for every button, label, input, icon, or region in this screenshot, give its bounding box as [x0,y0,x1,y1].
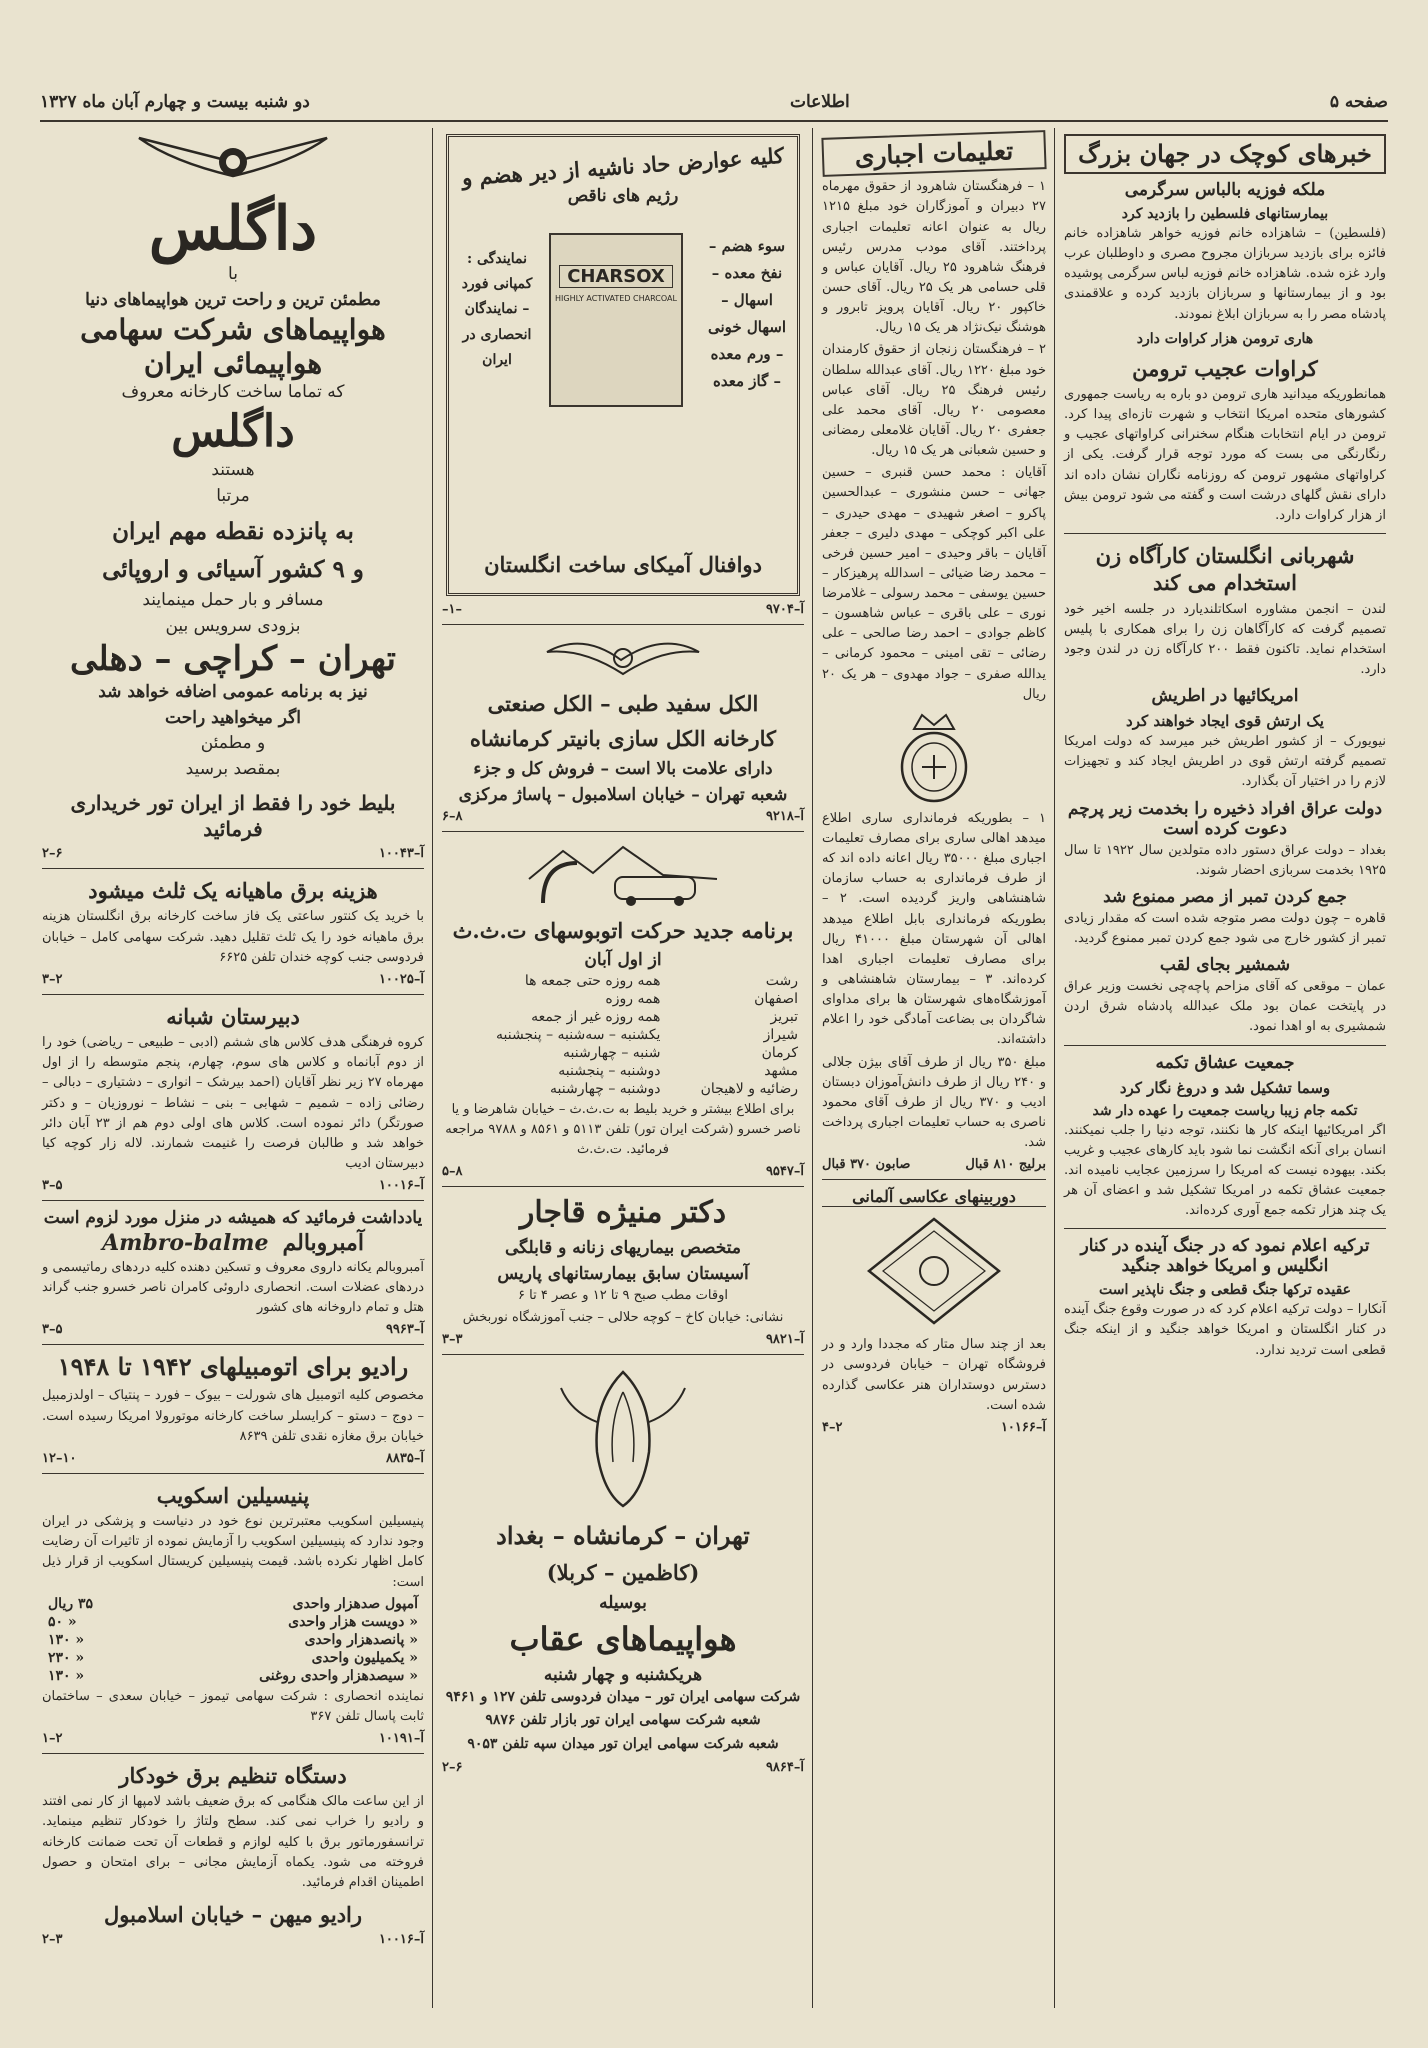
product-cell: « دویست هزار واحدی [288,1613,418,1630]
time-cell: دوشنبه – پنجشنبه [558,1062,661,1079]
time-cell: دوشنبه – چهارشنبه [550,1080,661,1097]
education-names: آقایان : محمد حسن قنبری – حسین جهانی – حسن منشوری – عبدالحسین پاکرو – اصغر شهیدی – مهدی حیدری – علی اکبر کوچکی – مهدی دلیری – جعفر آقایان – باقر وحیدی – امیر حسین فرخی – محمد رضا ضیائی – اسدالله پرهیزکار – حسین یوسفی – محمد رسولی – غلامرضا نوری – علی باقری – عباس شاهسون – کاظم جوادی – احمد رضا صالحی – علی رضائی – تقی امینی – محمود کرمانی – یدالله صفری – جواد مهدوی – هر یک ۲۰ ریال [822,465,1046,702]
column-rule [1054,128,1055,2008]
doctor-hours: اوقات مطب صبح ۹ تا ۱۲ و عصر ۴ تا ۶ [518,1287,728,1303]
ad-code-left: آ–۹۵۴۷ [765,1164,804,1180]
bus-title: برنامه جدید حرکت اتوبوسهای ت.ث.ث [452,917,794,943]
page-number: صفحه ۵ [1329,92,1388,112]
news-headline: ترکیه اعلام نمود که در جنگ آینده در کنار انگلیس و امریکا خواهد جنگید [1080,1236,1370,1277]
time-cell: همه روزه حتی جمعه ها [524,972,661,989]
price-cell: « ۲۳۰ [48,1649,85,1666]
education-title: تعلیمات اجباری [821,130,1046,177]
night-school-title: دبیرستان شبانه [166,1003,300,1029]
education-body: ۱ – بطوریکه فرمانداری ساری اطلاع میدهد اهالی ساری برای مصارف تعلیمات اجباری مبلغ ۳۵۰۰۰ ریال اعانه داده اند که از طرف فرمانداری به حساب سازمان شاهنشاهی واریز گردیده است. ۲ – بطوریکه فرمانداری بابل اطلاع میدهد اهالی آن شهرستان مبلغ ۴۱۰۰۰ ریال برای مصارف تعلیمات اجباری اهدا کرده‌اند. ۳ – بیمارستان شاهنشاهی و آموزشگاه‌های شهرستان ها برای مداوای شاگردان بی بضاعت آمادگی خود را اعلام داشته‌اند. [822,810,1047,1048]
table-row [442,990,804,1008]
news-body: قاهره – چون دولت مصر متوجه شده است که مقدار زیادی تمبر از کشور خارج می شود جمع کردن تمبر ممنوع گردید. [1064,910,1386,946]
ad-code [442,602,804,617]
table-row [442,972,804,990]
ad-code-right: ۲–۱ [42,1731,63,1747]
charsox-subheadline: رژیم های ناقص [567,186,679,207]
ad-code [42,1451,424,1466]
divider [42,1753,424,1754]
page-header [40,84,1388,122]
car-radio-body: مخصوص کلیه اتومبیل های شورلت – بیوک – فورد – پنتیاک – اولدزمبیل – دوج – دستو – کرایسلر ساخت کارخانه موتورولا امریکا رسیده است. خیابان برق مغازه نقدی تلفن ۸۶۳۹ [42,1388,424,1444]
charsox-symptoms: سوء هضم – نفخ معده – اسهال – اسهال خونی – ورم معده – گاز معده [707,237,787,390]
charsox-brand-sub: HIGHLY ACTIVATED CHARCOAL [555,294,677,303]
ad-code-right: ۶–۲ [442,1759,463,1775]
douglas-line: که تماما ساخت کارخانه معروف [121,382,345,403]
douglas-line: و مطمئن [200,733,266,754]
penicillin-body: پنیسیلین اسکویب معتبرترین نوع خود در دنیاست و پزشکی در ایران وجود ندارد که پنیسیلین اسکویب را آزمایش نموده از تاثیرات آن رضایت کامل اظهار نکرده باشد. قیمت پنیسیلین کریستال اسکویب از قرار ذیل است: [42,1514,424,1590]
news-subheadline: عقیده ترکها جنگ قطعی و جنگ ناپذیر است [1098,1282,1352,1299]
column-rule [812,128,813,2008]
ad-code-left: آ–۱۰۱۶۶ [1000,1419,1046,1435]
ad-code-right: ۶–۲ [42,846,63,862]
divider [1064,1045,1386,1046]
charsox-origin: دوافنال آمیکای ساخت انگلستان [484,551,762,577]
ambrobalme-body: آمبروبالم یکانه داروی معروف و تسکین دهنده کلیه دردهای رماتیسمی و دردهای عضلات است. انحصاری داروئی کامران ناصر خسرو جنب گراند هتل و تمام داروخانه های کشور [42,1260,424,1316]
douglas-brand-2: داگلس [171,405,295,457]
airline-route: تهران – کرمانشاه – بغداد [496,1521,750,1551]
ambrobalme-kicker: یادداشت فرمائید که همیشه در منزل مورد لزوم است [43,1208,423,1229]
airline-ad [442,1362,804,1756]
ambrobalme-brand-row [42,1230,424,1256]
ad-code [442,1760,804,1775]
camera-ad-title: دوربینهای عکاسی آلمانی [822,1187,1046,1207]
table-row [442,1044,804,1062]
city-cell: تبریز [770,1008,798,1025]
alcohol-title: الکل سفید طبی – الکل صنعتی [487,691,759,716]
douglas-line: نیز به برنامه عمومی اضافه خواهد شد [98,682,368,703]
ad-code [442,809,804,824]
electricity-ad-title: هزینه برق ماهیانه یک ثلث میشود [88,878,378,904]
douglas-ad [42,132,424,842]
ad-code [42,1731,424,1746]
ad-code-right: ۸–۵ [442,1164,463,1180]
ad-code-right: ۵–۳ [42,1322,63,1338]
news-kicker: هاری ترومن هزار کراوات دارد [1136,330,1314,347]
news-body: لندن – انجمن مشاوره اسکاتلندیارد در جلسه اخیر خود تصمیم گرفت که کارآگاهان زن را برای همکاری با پلیس استخدام نماید. تاکنون فقط ۲۰۰ کارآگاه زن در لندن وجود دارد. [1064,601,1386,677]
table-row [442,1080,804,1098]
news-column [1058,128,1392,2008]
news-headline: دولت عراق افراد ذخیره را بخدمت زیر پرچم دعوت کرده است [1067,798,1383,839]
electricity-ad-body: با خرید یک کنتور ساعتی یک فاز ساخت کارخانه برق انگلستان هزینه برق ماهیانه خود را یک ثلث تقلیل دهید. شرکت سهامی کامل – خیابان فردوسی جنب کوچه خندان تلفن ۶۶۲۵ [42,909,424,965]
time-cell: شنبه – چهارشنبه [563,1044,661,1061]
divider [42,1200,424,1201]
table-row [42,1595,424,1613]
ad-code-left: آ–۱۰۰۲۵ [378,971,424,987]
charsox-box-illustration [549,233,683,407]
ad-code [442,1332,804,1347]
news-headline: شمشیر بجای لقب [1159,955,1291,976]
bus-subtitle: از اول آبان [584,949,662,970]
doctor-address: نشانی: خیابان کاخ – کوچه حلالی – جنب آموزشگاه نوربخش [462,1309,784,1325]
table-row [442,1008,804,1026]
penicillin-price-table [42,1595,424,1685]
news-body: نیویورک – از کشور اطریش خبر میرسد که دولت امریکا تصمیم گرفته ارتش قوی در اطریش ایجاد کند و تجهیزات لازم را در اختیار آن بگذارد. [1064,734,1386,790]
news-body: همانطوریکه میدانید هاری ترومن دو باره به ریاست جمهوری کشورهای متحده امریکا انتخاب و شهرت تازه‌ای پیدا کرد. ترومن در ایام انتخابات هنگام سخنرانی کراواتهای عجیب و رنگارنگی می بست که مورد توجه قرار گرفت. یکی از کراواتهای مشهور ترومن که روزنامه نگاران نشان داده اند دارای نقش گلهای درشت است و گفته می شود ترومن بیش از هزار کراوات دارد. [1064,387,1386,523]
news-body: بغداد – دولت عراق دستور داده متولدین سال ۱۹۲۲ تا سال ۱۹۲۵ بخدمت سربازی احضار شوند. [1064,842,1386,878]
education-body: ۱ – فرهنگستان شاهرود از حقوق مهرماه ۲۷ دبیران و آموزگاران خود مبلغ ۱۲۱۵ ریال به عنوان اعانه تعلیمات اجباری پرداختند. آقای مودب مدرس رئیس فرهنگ شاهرود ۲۵ ریال. آقایان عباس و قلی حسامی هر یک ۲۵ ریال. آقای حسن خاکپور ۲۰ ریال. آقایان پرویز تابرور و هوشنگ نیک‌نژاد هر یک ۱۵ ریال. [822,179,1047,336]
news-headline: ملکه فوزیه بالباس سرگرمی [1124,180,1326,200]
divider [42,1344,424,1345]
crown-emblem-icon [892,709,976,805]
city-cell: کرمان [761,1044,798,1061]
douglas-route: تهران – کراچی – دهلی [69,639,397,680]
ad-code-right: ۱۰–۱۲ [42,1450,77,1466]
voltage-regulator-title: دستگاه تنظیم برق خودکار [119,1763,347,1789]
ambrobalme-brand-fa: آمبروبالم [282,1230,364,1257]
car-radio-title: رادیو برای اتومبیلهای ۱۹۴۲ تا ۱۹۴۸ [57,1352,409,1382]
price-text: برلیج ۸۱۰ قبال [965,1157,1046,1173]
news-headline: جمعیت عشاق تکمه [1155,1052,1295,1073]
douglas-cta: بلیط خود را فقط از ایران تور خریداری فرمائید [70,791,396,842]
news-headline: کراوات عجیب ترومن [1132,355,1318,381]
charsox-headline: کلیه عوارض حاد ناشیه از دیر هضم و [461,142,785,191]
ad-code-right: ۵–۳ [42,1178,63,1194]
table-row [42,1649,424,1667]
eagle-logo-icon [543,632,703,682]
night-school-body: کروه فرهنگی هدف کلاس های ششم (ادبی – طبیعی – ریاضی) خود را از دوم آبانماه و کلاس های سوم، چهارم، پنجم متوسطه را از اول مهرماه ۲۷ زیر نظر آقایان (احمد بیرشک – انواری – دشتیاری – دبالی – رضائی زاده – شمیم – شهابی – بنی – نشاط – نوروزیان – و دکتر صورتگر) دائر نموده است. کلاس های اولی دوم هم از ۲۳ آبان دائر خواهد شد و طالبان فرصت را غنیمت شمارند. لاله زار کوچه کیا دبیرستان ادیب [42,1035,424,1171]
paper-name: اطلاعات [789,92,850,112]
doctor-name: دکتر منیژه قاجار [519,1195,727,1231]
ad-code-left: آ–۱۰۱۹۱ [378,1731,424,1747]
divider [822,1179,1046,1180]
ad-code-right: ۲–۴ [822,1419,843,1435]
divider [1064,1228,1386,1229]
ad-code-left: آ–۱۰۰۱۶ [378,1178,424,1194]
product-cell: آمپول صدهزار واحدی [292,1595,418,1612]
penicillin-title: پنیسیلین اسکویب [156,1482,310,1508]
issue-date: دو شنبه بیست و چهارم آبان ماه ۱۳۲۷ [40,92,310,112]
price-text: صابون ۳۷۰ قبال [822,1157,911,1173]
divider [42,868,424,869]
divider [442,1186,804,1187]
douglas-line: و ۹ کشور آسیائی و اروپائی [102,556,364,584]
ad-code-left: آ–۹۸۲۱ [765,1332,804,1348]
education-body: مبلغ ۳۵۰ ریال از طرف آقای بیژن جلالی و ۲۴۰ ریال از طرف دانش‌آموزان دبستان ادیب و ۳۷۰ ریال از طرف آقای محمود ناصری به حساب تعلیمات اجباری پرداخت شد. [822,1054,1047,1151]
divider [442,624,804,625]
table-row [442,1062,804,1080]
ad-code-right: –۱– [442,602,462,617]
charsox-agent: نمایندگی : کمپانی فورد – نمایندگان انحصاری در ایران [461,251,533,368]
douglas-line: مرتبا [216,485,250,506]
ad-code [42,1178,424,1193]
divider [42,994,424,995]
airline-by: بوسیله [599,1592,647,1613]
airline-office: شرکت سهامی ایران تور – میدان فردوسی تلفن ۱۲۷ و ۹۴۶۱ [445,1688,801,1705]
doctor-ad [442,1194,804,1328]
column-rule [432,128,433,2008]
education-body: ۲ – فرهنگستان زنجان از حقوق کارمندان خود مبلغ ۱۲۲۰ ریال. آقای عبدالله سلطان رئیس فرهنگ ۲۵ ریال. آقای عباس معصومی ۲۰ ریال. آقای محمد علی جعفری ۲۰ ریال. آقایان غلامعلی رمضانی و حسین شعبانی هر یک ۱۵ ریال. [822,342,1046,459]
charsox-brand: CHARSOX [559,265,673,288]
douglas-line: به پانزده نقطه مهم ایران [112,518,354,546]
city-cell: رضائیه و لاهیجان [700,1080,798,1097]
bus-footer: برای اطلاع بیشتر و خرید بلیط به ت.ث.ث – خیابان شاهرضا و یا ناصر خسرو (شرکت ایران تور) تلفن ۵۱۱۳ و ۸۵۶۱ و ۹۷۸۸ مراجعه فرمائید. ت.ث.ث [445,1101,801,1158]
divider [442,831,804,832]
ad-code-right: ۲–۳ [42,971,63,987]
voltage-regulator-body: از این ساعت مالک هنگامی که برق ضعیف باشد لامپها از کار نمی افتند و رادیو را خراب نمی کند. سطح ولتاژ را خودکار تنظیم مینماید. ترانسفورماتور برق با کلیه لوازم و قطعات آن تحت ضمانت کارخانه فروخته می شود. یکماه آزمایش مجانی – برای امتحان و حصول اطمینان اقدام فرمائید. [42,1794,424,1890]
ad-code [42,846,424,861]
ads-column-center [436,128,810,2008]
douglas-line: بمقصد برسید [185,758,281,779]
divider [442,1354,804,1355]
douglas-line: اگر میخواهید راحت [165,707,301,728]
penicillin-footer: نماینده انحصاری : شرکت سهامی تیموز – خیابان سعدی – ساختمان ثابت پاسال تلفن ۳۶۷ [42,1688,424,1724]
news-headline: شهربانی انگلستان کارآگاه زن استخدام می کند [1095,542,1355,596]
airline-route-sub: (کاظمین – کربلا) [546,1560,700,1586]
divider [42,1473,424,1474]
product-cell: « سیصدهزار واحدی روغنی [259,1667,418,1684]
alcohol-line: دارای علامت بالا است – فروش کل و جزء [473,758,773,779]
alcohol-factory: کارخانه الکل سازی بانیتر کرمانشاه [469,726,777,752]
news-subheadline: یک ارتش قوی ایجاد خواهند کرد [1126,712,1324,731]
camera-logo-icon [859,1211,1009,1331]
ad-code-left: آ–۹۹۶۳ [385,1322,424,1338]
charsox-ad [446,134,800,596]
ad-code-left: آ–۱۰۰۴۳ [378,846,424,862]
voltage-regulator-shop: رادیو میهن – خیابان اسلامبول [103,1902,363,1928]
douglas-line: بزودی سرویس بین [165,615,301,636]
ad-code-right: ۳–۳ [442,1332,463,1348]
ad-code-left: آ–۹۲۱۸ [765,808,804,824]
ad-code-left: آ–۹۷۰۴ [765,602,804,617]
time-cell: همه روزه [605,990,661,1007]
table-row [42,1667,424,1685]
price-line [822,1157,1046,1172]
alcohol-ad [442,632,804,805]
city-cell: مشهد [764,1062,798,1079]
airline-office: شعبه شرکت سهامی ایران تور بازار تلفن ۹۸۷۶ [485,1712,761,1729]
city-cell: شیراز [763,1026,798,1043]
ad-code [42,972,424,987]
ad-code [42,1322,424,1337]
ad-code-left: آ–۹۸۶۴ [765,1759,804,1775]
time-cell: همه روزه غیر از جمعه [531,1008,661,1025]
doctor-line: آسیستان سابق بیمارستانهای پاریس [497,1263,749,1284]
ad-code [822,1420,1046,1435]
time-cell: یکشنبه – سه‌شنبه – پنجشنبه [496,1026,661,1043]
doctor-line: متخصص بیماریهای زنانه و قابلگی [505,1237,741,1258]
ad-code-right: ۸–۶ [442,808,463,824]
price-cell: « ۱۳۰ [48,1667,85,1684]
ad-code-left: آ–۸۸۳۵ [385,1450,424,1466]
education-column [816,128,1052,2008]
news-subheadline: بیمارستانهای فلسطین را بازدید کرد [1121,206,1329,222]
ad-code [42,1932,424,1947]
news-subheadline: وسما تشکیل شد و دروغ نگار کرد [1119,1078,1331,1097]
news-body: آنکارا – دولت ترکیه اعلام کرد که در صورت وقوع جنگ آینده در کنار انگلستان و امریکا خواهد جنگید و از اینکه جنگ قطعی است تردید ندارد. [1064,1302,1386,1358]
bus-schedule-ad [442,839,804,1161]
city-cell: رشت [765,972,798,989]
bus-logo-icon [523,839,723,909]
price-cell: « ۱۳۰ [48,1631,85,1648]
news-headline: امریکائیها در اطریش [1151,686,1299,707]
douglas-line: هواپیماهای شرکت سهامی هواپیمائی ایران [80,313,386,380]
camera-ad-body: بعد از چند سال متار که مجددا وارد و در فروشگاه تهران – خیابان فردوسی در دسترس دوستداران هنر عکاسی گذارده شده است. [822,1337,1046,1413]
table-row [42,1631,424,1649]
ad-code-right: ۳–۲ [42,1932,63,1948]
city-cell: اصفهان [754,990,798,1007]
douglas-line: با [228,264,238,284]
news-body: عمان – موقعی که آقای مزاحم پاچه‌چی نخست وزیر عراق در پایتخت عمان بود ملک عبدالله پادشاه شرق اردن شمشیری به او اهدا نمود. [1064,979,1386,1035]
product-cell: « یکمیلیون واحدی [311,1649,418,1666]
douglas-line: هستند [211,460,255,481]
news-headline: جمع کردن تمبر از مصر ممنوع شد [1103,886,1347,907]
price-cell: « ۵۰ [48,1613,77,1630]
winged-logo-icon [133,132,333,192]
airline-days: هریکشنبه و چهار شنبه [543,1664,703,1685]
eagle-emblem-icon [553,1362,693,1512]
bus-schedule-table [442,972,804,1098]
news-body: (فلسطین) – شاهزاده خانم فوزیه خواهر شاهزاده خانم فائزه برای بازدید سربازان مجروح مصری و داوطلبان عرب وارد غزه شده. شاهزاده خانم فوزیه لباس سرگرمی پوشیده بود و از بیمارستانها و سربازان بازدید کرده و علاقمندی پادشاه مصر را به سربازان ابلاغ نمودند. [1064,226,1386,322]
airline-office: شعبه شرکت سهامی ایران تور میدان سپه تلفن ۹۰۵۳ [467,1735,779,1752]
ad-code [442,1164,804,1179]
table-row [442,1026,804,1044]
ad-code-left: آ–۱۰۰۱۶ [378,1932,424,1948]
alcohol-branch: شعبه تهران – خیابان اسلامبول – پاساژ مرکزی [458,784,788,805]
table-row [42,1613,424,1631]
douglas-line: مطمئن ترین و راحت ترین هواپیماهای دنیا [85,289,381,310]
price-cell: ۳۵ ریال [48,1595,94,1612]
news-body: اگر امریکائیها اینکه کار ها نکنند، توجه دنیا را جلب نمیکنند. انسان برای آنکه انگشت نما شود باید کارهای عجیب و غریب بکند. بیهوده نیست که امریکا را سرزمین عجایب نامیده اند. جمعیت عشاق تکمه در امریکا تشکیل شد و اعضای آن هر یک چند هزار تکمه جمع آوری کرده‌اند. [1064,1122,1386,1219]
news-section-title: خبرهای کوچک در جهان بزرگ [1064,134,1386,174]
ambrobalme-brand-en: Ambro-balme [102,1230,269,1257]
ads-column-left [36,128,430,2008]
news-subheadline: تکمه جام زیبا ریاست جمعیت را عهده دار شد [1092,1102,1358,1119]
divider [1064,533,1386,534]
douglas-line: مسافر و بار حمل مینمایند [142,590,324,611]
douglas-brand: داگلس [148,194,318,264]
airline-name: هواپیماهای عقاب [509,1619,737,1658]
product-cell: « پانصدهزار واحدی [304,1631,418,1648]
